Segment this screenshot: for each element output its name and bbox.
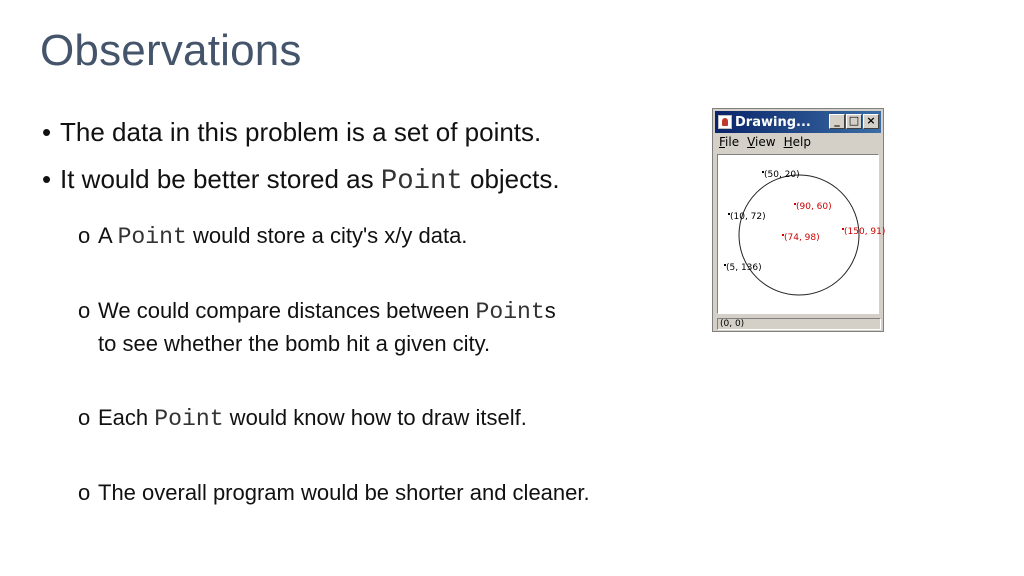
bullet-text: It would be better stored as — [60, 164, 381, 194]
window-title: Drawing... — [735, 114, 811, 130]
sub-bullet-continuation: to see whether the bomb hit a given city. — [98, 331, 491, 356]
window-controls — [829, 114, 879, 129]
bullet-marker: • — [42, 117, 52, 147]
menu-help[interactable]: Help — [783, 135, 811, 149]
sub-bullet-text: would store a city's x/y data. — [186, 223, 468, 248]
city-point — [728, 212, 766, 222]
city-point — [762, 170, 800, 180]
window-titlebar[interactable] — [715, 111, 881, 133]
sub-bullet-3 — [78, 402, 527, 435]
bullet-text: The data in this problem is a set of points. — [60, 117, 542, 147]
city-point-label: (90, 60) — [796, 202, 832, 212]
close-button[interactable]: × — [863, 114, 879, 129]
sub-bullet-4 — [78, 477, 590, 509]
city-point-label: (150, 91) — [844, 227, 886, 237]
bullet-1 — [42, 117, 541, 148]
sub-bullet-text: Each — [98, 405, 155, 430]
sub-bullet-marker: o — [78, 223, 91, 248]
sub-bullet-1 — [78, 220, 467, 253]
city-point-label: (50, 20) — [764, 170, 800, 180]
city-point-label: (10, 72) — [730, 212, 766, 222]
drawing-window — [712, 108, 884, 332]
sub-bullet-marker: o — [78, 480, 91, 505]
drawing-svg — [718, 155, 886, 313]
menu-view[interactable]: View — [747, 135, 776, 149]
city-point — [782, 233, 820, 243]
java-app-icon — [718, 115, 732, 129]
menu-file[interactable]: File — [719, 135, 740, 149]
code-term: Point — [154, 406, 224, 432]
city-point-label: (74, 98) — [784, 233, 820, 243]
sub-bullet-text: s — [544, 298, 556, 323]
bullet-2 — [42, 164, 560, 197]
sub-bullet-2 — [78, 295, 556, 360]
city-points — [724, 170, 885, 273]
bullet-text: objects. — [462, 164, 560, 194]
city-point — [724, 263, 762, 273]
status-bar: (0, 0) — [717, 318, 881, 330]
slide-title: Observations — [40, 26, 302, 75]
sub-bullet-text: The overall program would be shorter and cleaner. — [98, 480, 590, 505]
city-point-label: (5, 136) — [726, 263, 762, 273]
window-menubar — [719, 135, 811, 149]
sub-bullet-text: We could compare distances between — [98, 298, 476, 323]
city-point — [794, 202, 832, 212]
sub-bullet-marker: o — [78, 405, 91, 430]
minimize-button[interactable]: _ — [829, 114, 845, 129]
drawing-canvas[interactable] — [717, 154, 886, 314]
bullet-marker: • — [42, 164, 52, 194]
code-term: Point — [117, 224, 187, 250]
sub-bullet-marker: o — [78, 298, 91, 323]
sub-bullet-text: A — [98, 223, 118, 248]
code-term: Point — [475, 299, 545, 325]
sub-bullet-text: would know how to draw itself. — [223, 405, 527, 430]
city-point — [842, 227, 885, 237]
maximize-button[interactable]: □ — [846, 114, 862, 129]
code-term: Point — [380, 166, 463, 197]
